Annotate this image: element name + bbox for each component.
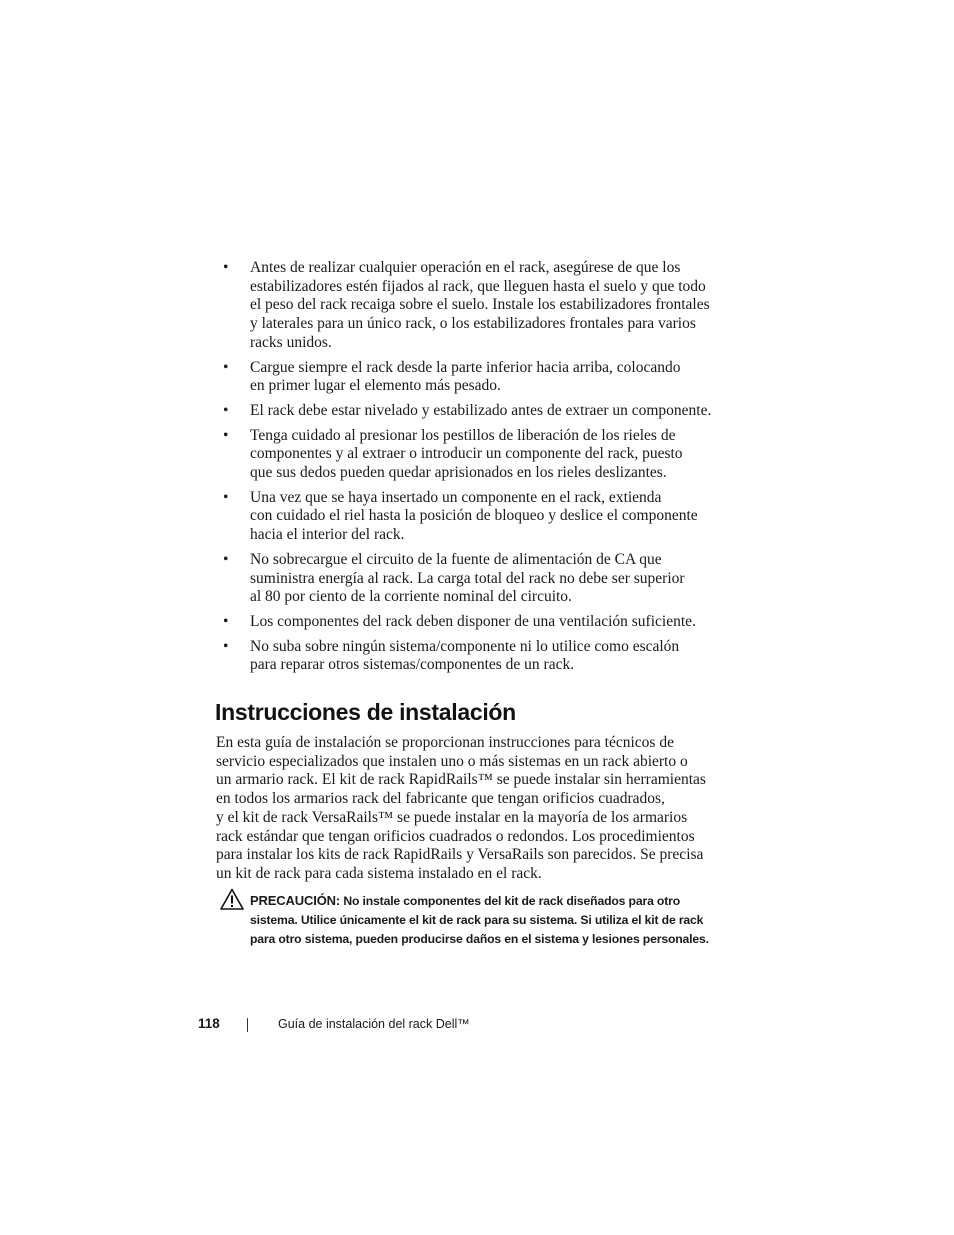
- section-heading: Instrucciones de instalación: [215, 699, 516, 725]
- bullet-marker: •: [223, 358, 229, 376]
- bullet-item: [216, 613, 726, 632]
- caution-text: [250, 891, 730, 949]
- bullet-text: No sobrecargue el circuito de la fuente de alimentación de CA que suministra energía al rack. La carga total del rack no debe ser superior al 80 por ciento de la corriente nominal del circuito.: [250, 550, 685, 606]
- bullet-marker: •: [223, 612, 229, 630]
- bullet-text: Los componentes del rack deben disponer de una ventilación suficiente.: [250, 612, 696, 630]
- bullet-marker: •: [223, 426, 229, 444]
- caution-label: PRECAUCIÓN:: [250, 893, 341, 908]
- safety-bullet-list: [216, 259, 726, 681]
- warning-triangle-icon: [220, 888, 244, 910]
- bullet-item: [216, 489, 726, 545]
- caution-body: No instale componentes del kit de rack diseñados para otro sistema. Utilice únicamente el kit de rack para su sistema. Si utiliza el kit de rack para otro sistema, pueden producirse daños en el sistema y lesiones personales.: [250, 894, 709, 946]
- bullet-text: No suba sobre ningún sistema/componente ni lo utilice como escalón para reparar otros sistemas/componentes de un rack.: [250, 637, 680, 674]
- page-number: 118: [198, 1016, 220, 1031]
- page-footer: [0, 1014, 954, 1036]
- bullet-item: [216, 427, 726, 483]
- bullet-item: [216, 359, 726, 396]
- footer-separator: [247, 1018, 248, 1032]
- bullet-text: El rack debe estar nivelado y estabilizado antes de extraer un componente.: [250, 401, 712, 419]
- bullet-marker: •: [223, 550, 229, 568]
- bullet-marker: •: [223, 401, 229, 419]
- bullet-item: [216, 551, 726, 607]
- bullet-text: Antes de realizar cualquier operación en el rack, asegúrese de que los estabilizadores estén fijados al rack, que lleguen hasta el suelo y que todo el peso del rack recaiga sobre el suelo. Instale los estabilizadores frontales y laterales para un único rack, o los estabilizadores frontales para varios racks unidos.: [250, 259, 710, 351]
- bullet-item: [216, 259, 726, 353]
- bullet-marker: •: [223, 488, 229, 506]
- bullet-item: [216, 402, 726, 421]
- bullet-marker: •: [223, 637, 229, 655]
- bullet-text: Cargue siempre el rack desde la parte inferior hacia arriba, colocando en primer lugar el elemento más pesado.: [250, 358, 681, 395]
- bullet-text: Una vez que se haya insertado un componente en el rack, extienda con cuidado el riel hasta la posición de bloqueo y deslice el componente hacia el interior del rack.: [250, 488, 698, 544]
- bullet-marker: •: [223, 259, 229, 276]
- footer-title: Guía de instalación del rack Dell™: [278, 1017, 470, 1031]
- bullet-item: [216, 638, 726, 675]
- bullet-text: Tenga cuidado al presionar los pestillos de liberación de los rieles de componentes y al extraer o introducir un componente del rack, puesto que sus dedos pueden quedar aprisionados en los rieles deslizantes.: [250, 426, 683, 482]
- intro-paragraph: En esta guía de instalación se proporcionan instrucciones para técnicos de servicio especializados que instalen uno o más sistemas en un rack abierto o un armario rack. El kit de rack RapidRails™ se puede instalar sin herramientas en todos los armarios rack del fabricante que tengan orificios cuadrados, y el kit de rack VersaRails™ se puede instalar en la mayoría de los armarios rack estándar que tengan orificios cuadrados o redondos. Los procedimientos para instalar los kits de rack RapidRails y VersaRails son parecidos. Se precisa un kit de rack para cada sistema instalado en el rack.: [216, 734, 706, 882]
